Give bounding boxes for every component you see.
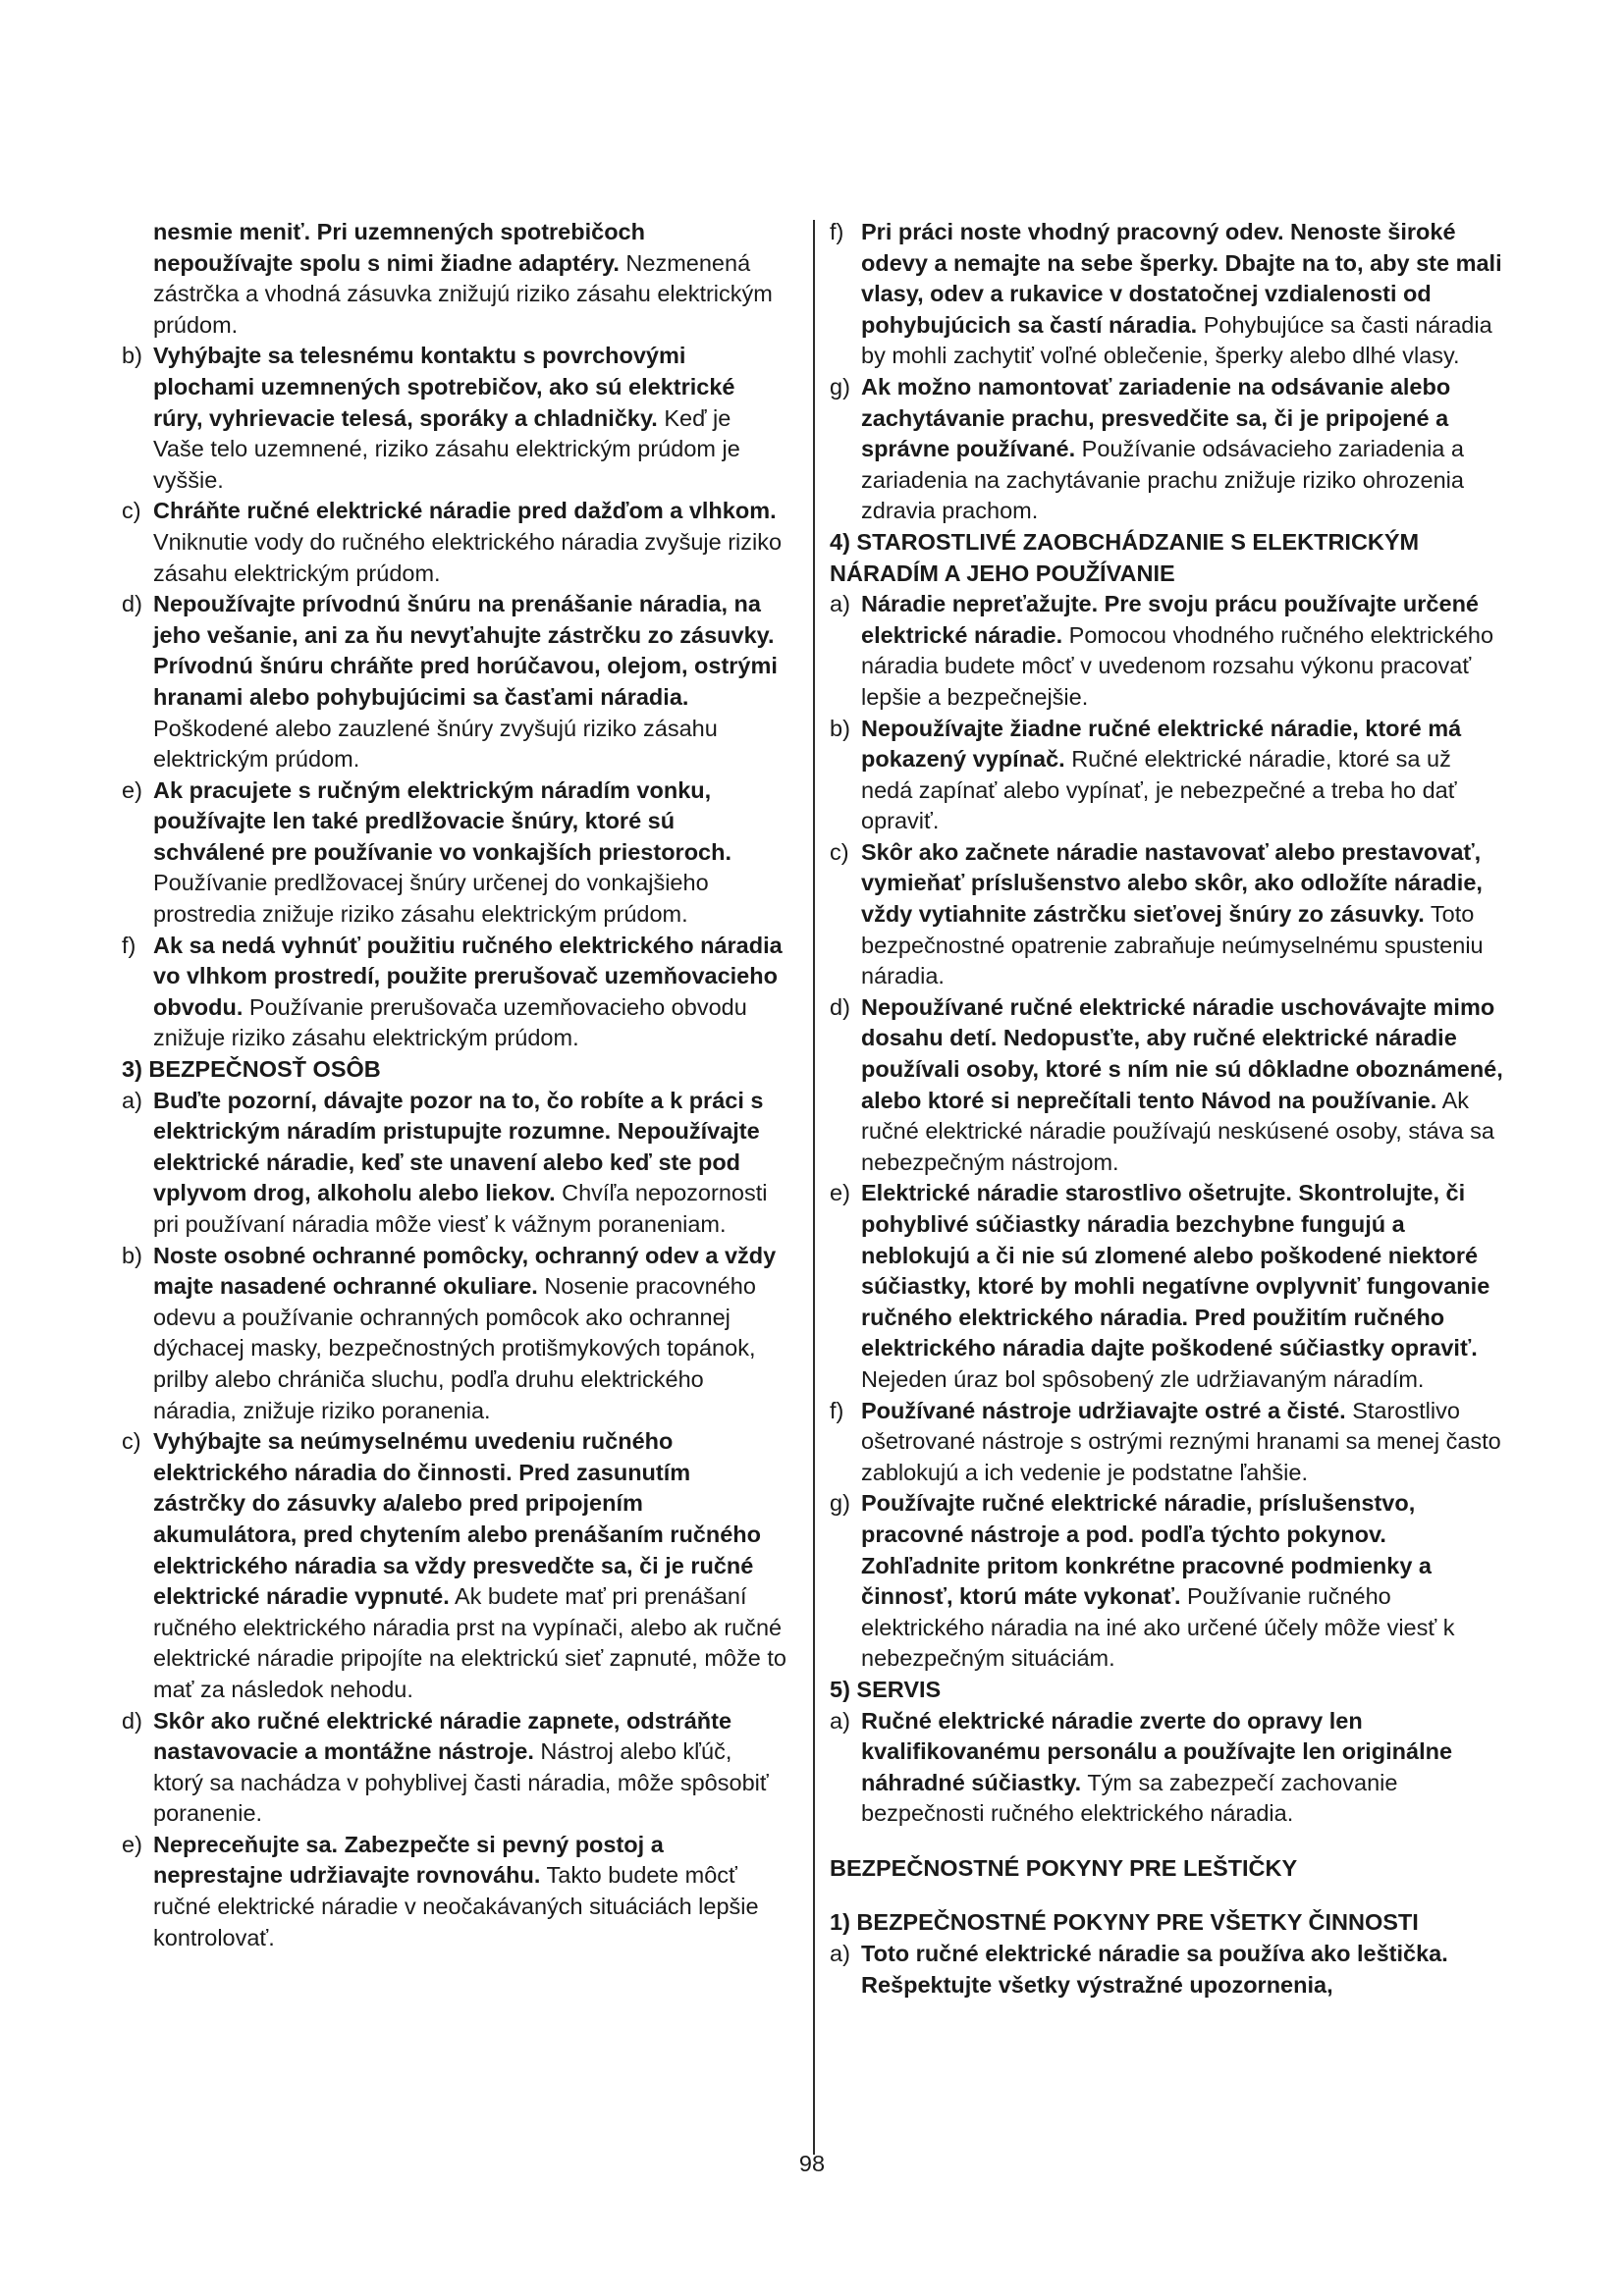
paragraph-bold: nesmie meniť. Pri uzemnených spotrebičoch nepoužívajte spolu s nimi žiadne adaptéry.	[153, 219, 645, 276]
page-number: 98	[798, 2151, 826, 2176]
item-bold-text: Ak možno namontovať zariadenie na odsávanie alebo zachytávanie prachu, presvedčite sa, či je pripojené a správne používané.	[861, 373, 1451, 462]
item-bold-text: Chráňte ručné elektrické náradie pred dažďom a vlhkom.	[153, 498, 777, 524]
item-bold-text: Skôr ako začnete náradie nastavovať alebo prestavovať, vymieňať príslušenstvo alebo skôr, ako odložíte náradie, vždy vytiahnite zástrčku sieťovej šnúry zo zásuvky.	[861, 838, 1483, 928]
list-item	[830, 1706, 1503, 1830]
list-item	[830, 589, 1503, 713]
section4-list	[830, 589, 1503, 1675]
polisher-list	[830, 1939, 1503, 2001]
item-text: Ak ručné elektrické náradie používajú neskúsené osoby, stáva sa nebezpečným nástrojom.	[861, 1087, 1494, 1175]
polisher-heading: BEZPEČNOSTNÉ POKYNY PRE LEŠTIČKY	[830, 1854, 1298, 1881]
item-text: Pomocou vhodného ručného elektrického náradia budete môcť v uvedenom rozsahu výkonu pracovať lepšie a bezpečnejšie.	[861, 621, 1494, 710]
list-item	[122, 1426, 786, 1705]
list-item	[830, 1939, 1503, 2001]
list-item	[122, 1086, 786, 1241]
item-bold-text: Ručné elektrické náradie zverte do opravy len kvalifikovanému personálu a používajte len originálne náhradné súčiastky.	[861, 1707, 1453, 1795]
item-bold-text: Používané nástroje udržiavajte ostré a čisté.	[861, 1397, 1346, 1423]
section5-list	[830, 1706, 1503, 1830]
item-text: Poškodené alebo zauzlené šnúry zvyšujú riziko zásahu elektrickým prúdom.	[153, 715, 718, 773]
item-label: e)	[122, 776, 142, 803]
list-item	[122, 589, 786, 775]
list-item	[830, 837, 1503, 992]
item-text: Nejeden úraz bol spôsobený zle udržiavaným náradím.	[861, 1365, 1425, 1392]
item-text: Pohybujúce sa časti náradia by mohli zachytiť voľné oblečenie, šperky alebo dlhé vlasy.	[861, 311, 1492, 369]
item-bold-text: Ak sa nedá vyhnúť použitiu ručného elektrického náradia vo vlhkom prostredí, použite prerušovač uzemňovacieho obvodu.	[153, 932, 783, 1020]
section3-list-continued	[830, 217, 1503, 527]
item-label: a)	[830, 1941, 850, 1967]
list-item	[122, 341, 786, 496]
item-text: Ak budete mať pri prenášaní ručného elektrického náradia prst na vypínači, alebo ak ručné elektrické náradie pripojíte na elektrickú sieť zapnuté, môže to mať za následok nehodu.	[153, 1583, 786, 1702]
item-label: b)	[122, 343, 142, 369]
item-label: d)	[122, 591, 142, 617]
item-label: g)	[830, 373, 850, 400]
item-label: a)	[122, 1087, 142, 1113]
item-label: g)	[830, 1490, 850, 1517]
item-text: Nástroj alebo kľúč, ktorý sa nachádza v pohyblivej časti náradia, môže spôsobiť poranenie.	[153, 1738, 769, 1827]
list-item	[830, 992, 1503, 1179]
item-bold-text: Ak pracujete s ručným elektrickým náradím vonku, používajte len také predlžovacie šnúry, ktoré sú schválené pre používanie vo vonkajších priestoroch.	[153, 776, 732, 865]
item-bold-text: Elektrické náradie starostlivo ošetrujte. Skontrolujte, či pohyblivé súčiastky náradia bezchybne fungujú a neblokujú a či nie sú zlomené alebo poškodené niektoré súčiastky, ktoré by mohli negatívne ovplyvniť fungovanie ručného elektrického náradia. Pred použitím ručného elektrického náradia dajte poškodené súčiastky opraviť.	[861, 1180, 1490, 1362]
section5-heading: 5) SERVIS	[830, 1676, 942, 1702]
item-bold-text: Nepoužívané ručné elektrické náradie uschovávajte mimo dosahu detí. Nedopusťte, aby ručné elektrické náradie používali osoby, ktoré s ním nie sú dôkladne oboznámené, alebo ktoré si neprečítali tento Návod na používanie.	[861, 993, 1503, 1113]
item-bold-text: Vyhýbajte sa neúmyselnému uvedeniu ručného elektrického náradia do činnosti. Pred zasunutím zástrčky do zásuvky a/alebo pred pripojením akumulátora, pred chytením alebo prenášaním ručného elektrického náradia sa vždy presvedčte sa, či je ručné elektrické náradie vypnuté.	[153, 1428, 761, 1610]
list-item	[122, 775, 786, 931]
section3-list	[122, 1086, 786, 1954]
section4-heading: 4) STAROSTLIVÉ ZAOBCHÁDZANIE S ELEKTRICKÝM NÁRADÍM A JEHO POUŽÍVANIE	[830, 528, 1420, 586]
continued-paragraph	[122, 217, 786, 341]
item-label: b)	[830, 715, 850, 741]
item-label: a)	[830, 591, 850, 617]
item-bold-text: Nepreceňujte sa. Zabezpečte si pevný postoj a neprestajne udržiavajte rovnováhu.	[153, 1831, 664, 1889]
item-bold-text: Pri práci noste vhodný pracovný odev. Nenoste široké odevy a nemajte na sebe šperky. Dbajte na to, aby ste mali vlasy, odev a rukavice v dostatočnej vzdialenosti od pohybujúcich sa častí náradia.	[861, 219, 1502, 338]
item-label: f)	[830, 1397, 844, 1423]
item-text: Nosenie pracovného odevu a používanie ochranných pomôcok ako ochrannej dýchacej masky, bezpečnostných protišmykových topánok, prilby alebo chrániča sluchu, podľa druhu elektrického náradia, znižuje riziko poranenia.	[153, 1273, 756, 1423]
item-label: f)	[122, 932, 136, 958]
item-bold-text: Buďte pozorní, dávajte pozor na to, čo robíte a k práci s elektrickým náradím pristupujte rozumne. Nepoužívajte elektrické náradie, keď ste unavení alebo keď ste pod vplyvom drog, alkoholu alebo liekov.	[153, 1087, 764, 1206]
list-item	[830, 1488, 1503, 1675]
item-text: Používanie predlžovacej šnúry určenej do vonkajšieho prostredia znižuje riziko zásahu elektrickým prúdom.	[153, 870, 709, 928]
item-label: e)	[122, 1831, 142, 1857]
section3-heading: 3) BEZPEČNOSŤ OSÔB	[122, 1056, 381, 1083]
item-label: c)	[122, 1428, 141, 1455]
item-label: c)	[830, 838, 849, 865]
item-text: Keď je Vaše telo uzemnené, riziko zásahu elektrickým prúdom je vyššie.	[153, 404, 740, 493]
polisher-subheading: 1) BEZPEČNOSTNÉ POKYNY PRE VŠETKY ČINNOSTI	[830, 1909, 1419, 1936]
item-text: Starostlivo ošetrované nástroje s ostrými reznými hranami sa menej často zablokujú a ich vedenie je podstatne ľahšie.	[861, 1397, 1501, 1485]
item-text: Vniknutie vody do ručného elektrického náradia zvyšuje riziko zásahu elektrickým prúdom.	[153, 528, 783, 586]
item-bold-text: Nepoužívajte žiadne ručné elektrické náradie, ktoré má pokazený vypínač.	[861, 715, 1462, 773]
item-bold-text: Noste osobné ochranné pomôcky, ochranný odev a vždy majte nasadené ochranné okuliare.	[153, 1242, 777, 1300]
item-bold-text: Nepoužívajte prívodnú šnúru na prenášanie náradia, na jeho vešanie, ani za ňu nevyťahujte zástrčku zo zásuvky. Prívodnú šnúru chráňte pred horúčavou, olejom, ostrými hranami alebo pohybujúcimi sa časťami náradia.	[153, 591, 778, 710]
list-item	[830, 1396, 1503, 1489]
item-text: Tým sa zabezpečí zachovanie bezpečnosti ručného elektrického náradia.	[861, 1769, 1398, 1827]
list-item	[122, 1830, 786, 1953]
item-label: f)	[830, 219, 844, 244]
item-text: Ručné elektrické náradie, ktoré sa už nedá zapínať alebo vypínať, je nebezpečné a treba ho dať opraviť.	[861, 746, 1457, 834]
item-text: Používanie ručného elektrického náradia na iné ako určené účely môže viesť k nebezpečným situáciám.	[861, 1583, 1455, 1672]
left-column	[122, 217, 786, 1953]
paragraph-text: Nezmenená zástrčka a vhodná zásuvka znižujú riziko zásahu elektrickým prúdom.	[153, 249, 773, 338]
column-divider	[813, 220, 815, 2155]
list-item	[122, 1241, 786, 1427]
item-bold-text: Skôr ako ručné elektrické náradie zapnete, odstráňte nastavovacie a montážne nástroje.	[153, 1707, 732, 1765]
list-item	[122, 931, 786, 1054]
right-column	[830, 217, 1503, 2001]
item-label: c)	[122, 498, 141, 524]
item-label: d)	[830, 993, 850, 1020]
item-text: Toto bezpečnostné opatrenie zabraňuje neúmyselnému spusteniu náradia.	[861, 901, 1484, 989]
list-item	[830, 1178, 1503, 1395]
list-item	[830, 217, 1503, 372]
item-label: e)	[830, 1180, 850, 1206]
item-text: Takto budete môcť ručné elektrické náradie v neočakávaných situáciách lepšie kontrolovať.	[153, 1862, 759, 1950]
list-item	[830, 714, 1503, 837]
item-bold-text: Náradie nepreťažujte. Pre svoju prácu používajte určené elektrické náradie.	[861, 591, 1479, 648]
item-bold-text: Toto ručné elektrické náradie sa používa ako leštička. Rešpektujte všetky výstražné upozornenia,	[861, 1941, 1448, 1998]
item-label: d)	[122, 1707, 142, 1734]
item-bold-text: Používajte ručné elektrické náradie, príslušenstvo, pracovné nástroje a pod. podľa týchto pokynov. Zohľadnite pritom konkrétne pracovné podmienky a činnosť, ktorú máte vykonať.	[861, 1490, 1432, 1610]
list-item	[122, 496, 786, 589]
section2-list	[122, 341, 786, 1054]
item-text: Používanie odsávacieho zariadenia a zariadenia na zachytávanie prachu znižuje riziko ohrozenia zdravia prachom.	[861, 436, 1464, 524]
list-item	[830, 372, 1503, 527]
item-label: b)	[122, 1242, 142, 1268]
item-text: Chvíľa nepozornosti pri používaní náradia môže viesť k vážnym poraneniam.	[153, 1180, 768, 1237]
item-label: a)	[830, 1707, 850, 1734]
item-text: Používanie prerušovača uzemňovacieho obvodu znižuje riziko zásahu elektrickým prúdom.	[153, 993, 747, 1051]
item-bold-text: Vyhýbajte sa telesnému kontaktu s povrchovými plochami uzemnených spotrebičov, ako sú elektrické rúry, vyhrievacie telesá, sporáky a chladničky.	[153, 343, 735, 431]
list-item	[122, 1706, 786, 1830]
